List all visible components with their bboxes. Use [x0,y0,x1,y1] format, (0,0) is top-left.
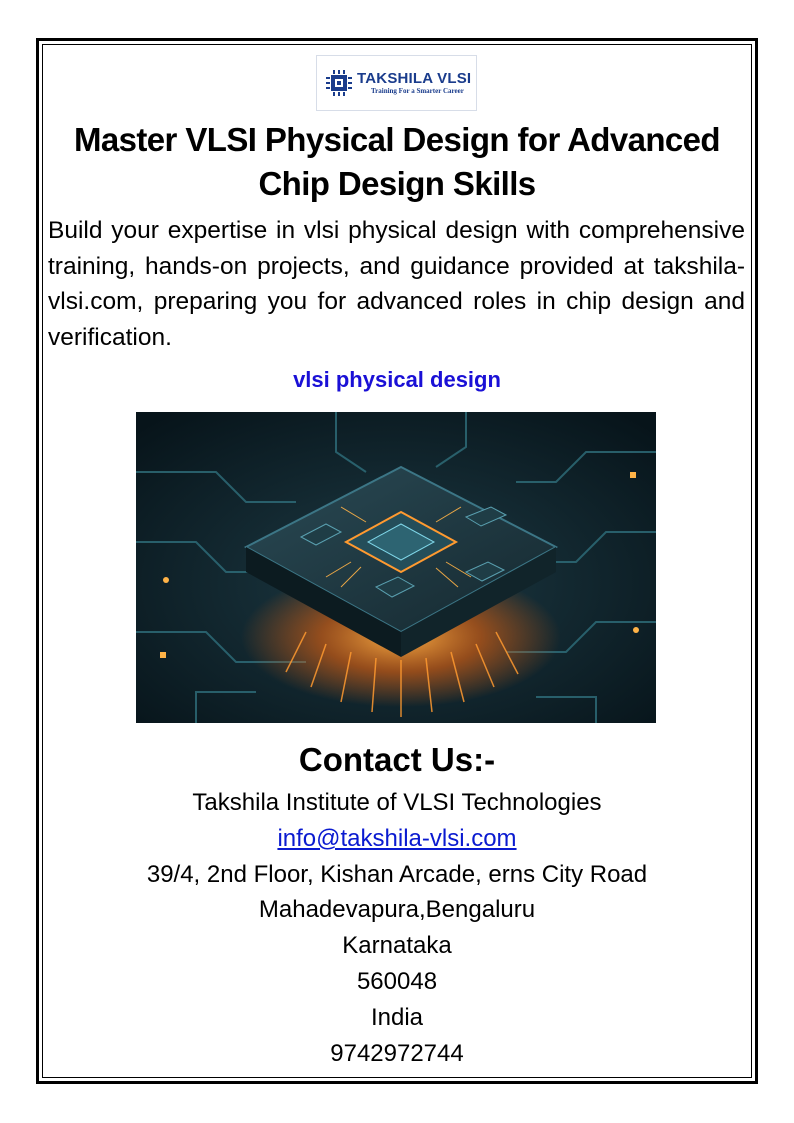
microchip-illustration [136,412,656,723]
takshila-vlsi-logo [316,55,477,111]
organization-name: Takshila Institute of VLSI Technologies [192,789,602,816]
country: India [370,1003,424,1031]
chip-icon [325,69,353,97]
email-link[interactable]: info@takshila-vlsi.com [277,824,517,852]
address-line-2: Mahadevapura,Bengaluru [258,896,536,924]
address-line-1: 39/4, 2nd Floor, Kishan Arcade, erns City Road [146,860,648,888]
logo-name: TAKSHILA VLSI [357,70,472,87]
page-title: Master VLSI Physical Design for Advanced Chip Design Skills [74,121,720,202]
contact-details [0,785,794,1071]
phone-number[interactable]: 9742972744 [330,1039,464,1067]
keyword-link[interactable]: vlsi physical design [293,367,501,392]
hero-image [136,412,656,723]
state: Karnataka [342,932,452,960]
contact-heading: Contact Us:- [298,741,496,778]
description-paragraph: Build your expertise in vlsi physical design with comprehensive training, hands-on projects, and guidance provided at takshila-vlsi.com, preparing you for advanced roles in chip design and verification. [48,217,745,352]
logo-tagline: Training For a Smarter Career [371,87,464,95]
postal-code: 560048 [356,967,438,995]
